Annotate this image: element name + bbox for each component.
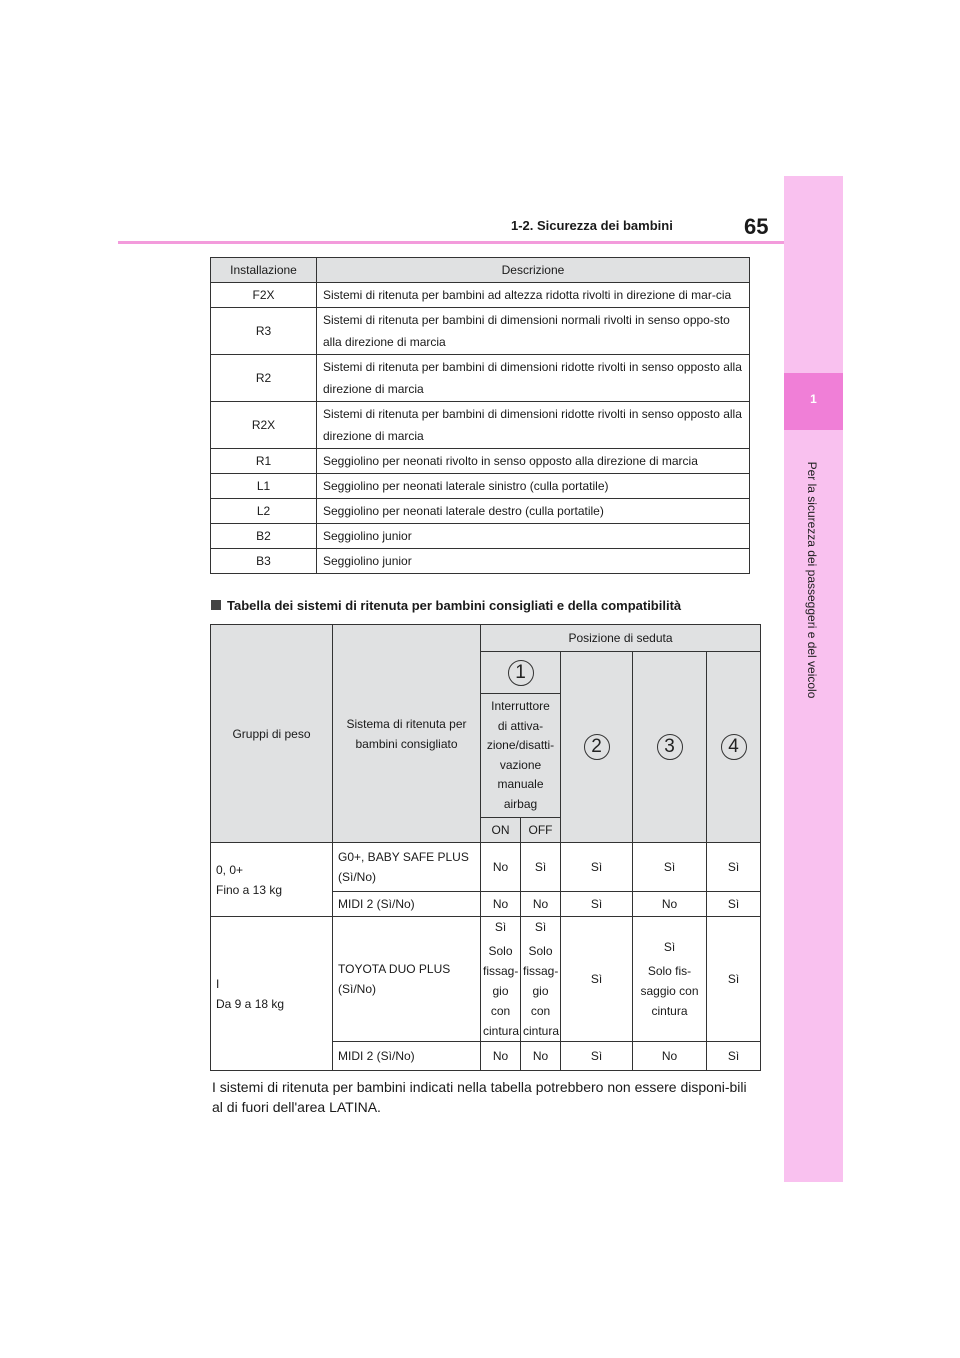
airbag-switch-header: Interruttore di attiva-zione/disatti-vazione manuale airbag bbox=[481, 694, 561, 818]
cell-on: No bbox=[481, 892, 521, 917]
seating-position-header: Posizione di seduta bbox=[481, 625, 761, 652]
cell-value: Sì bbox=[494, 920, 507, 934]
airbag-on-header: ON bbox=[481, 818, 521, 843]
restraint-system: MIDI 2 (Sì/No) bbox=[333, 1042, 481, 1071]
restraint-system: MIDI 2 (Sì/No) bbox=[333, 892, 481, 917]
system-header: Sistema di ritenuta per bambini consigliato bbox=[333, 625, 481, 843]
cell-note: Solo fis-saggio con cintura bbox=[640, 964, 699, 1018]
cell-position-3 bbox=[633, 917, 707, 1042]
table-row bbox=[211, 917, 761, 1042]
install-code: L2 bbox=[211, 499, 317, 524]
compatibility-heading bbox=[211, 598, 681, 613]
seat-position-4-icon: 4 bbox=[721, 734, 747, 760]
table-row bbox=[211, 449, 750, 474]
install-code: L1 bbox=[211, 474, 317, 499]
install-description: Seggiolino junior bbox=[317, 524, 750, 549]
cell-note: Solo fissag-gio con cintura bbox=[483, 944, 520, 1038]
cell-position-4: Sì bbox=[707, 917, 761, 1042]
table-row bbox=[211, 474, 750, 499]
cell-position-2: Sì bbox=[561, 1042, 633, 1071]
airbag-off-header: OFF bbox=[521, 818, 561, 843]
cell-off: No bbox=[521, 1042, 561, 1071]
restraint-system: TOYOTA DUO PLUS (Sì/No) bbox=[333, 917, 481, 1042]
chapter-number: 1 bbox=[810, 392, 817, 406]
cell-position-4: Sì bbox=[707, 843, 761, 892]
install-description: Seggiolino per neonati rivolto in senso opposto alla direzione di marcia bbox=[317, 449, 750, 474]
weight-group-range: Da 9 a 18 kg bbox=[216, 996, 285, 1011]
weight-group-name: I bbox=[216, 976, 220, 991]
square-bullet-icon bbox=[211, 600, 221, 610]
install-code: B3 bbox=[211, 549, 317, 574]
table-row bbox=[211, 308, 750, 355]
section-title: 1-2. Sicurezza dei bambini bbox=[511, 218, 673, 233]
table-row bbox=[211, 843, 761, 892]
table-row bbox=[211, 402, 750, 449]
install-description: Seggiolino per neonati laterale destro (culla portatile) bbox=[317, 499, 750, 524]
cell-off: Sì bbox=[521, 843, 561, 892]
cell-position-3: Sì bbox=[633, 843, 707, 892]
install-code: R1 bbox=[211, 449, 317, 474]
table-row bbox=[211, 283, 750, 308]
cell-off: No bbox=[521, 892, 561, 917]
position-3-header bbox=[633, 652, 707, 843]
header-divider bbox=[118, 241, 784, 244]
table-row bbox=[211, 524, 750, 549]
cell-on: No bbox=[481, 1042, 521, 1071]
restraint-system: G0+, BABY SAFE PLUS (Sì/No) bbox=[333, 843, 481, 892]
chapter-label: Per la sicurezza dei passeggeri e del veicolo bbox=[805, 461, 819, 699]
table-row bbox=[211, 355, 750, 402]
seat-position-1-icon: 1 bbox=[508, 660, 534, 686]
seat-position-2-icon: 2 bbox=[584, 734, 610, 760]
cell-position-4: Sì bbox=[707, 892, 761, 917]
cell-position-2: Sì bbox=[561, 917, 633, 1042]
cell-value: Sì bbox=[534, 920, 547, 934]
cell-position-2: Sì bbox=[561, 892, 633, 917]
column-header: Descrizione bbox=[317, 258, 750, 283]
page-number: 65 bbox=[744, 214, 769, 239]
weight-group-name: 0, 0+ bbox=[216, 862, 244, 877]
position-1-header bbox=[481, 652, 561, 694]
installation-table bbox=[210, 257, 750, 574]
install-description: Sistemi di ritenuta per bambini di dimensioni ridotte rivolti in senso opposto alla direzione di marcia bbox=[317, 402, 750, 449]
install-code: R2X bbox=[211, 402, 317, 449]
install-code: F2X bbox=[211, 283, 317, 308]
cell-position-3: No bbox=[633, 892, 707, 917]
cell-position-2: Sì bbox=[561, 843, 633, 892]
weight-group-range: Fino a 13 kg bbox=[216, 882, 283, 897]
cell-position-4: Sì bbox=[707, 1042, 761, 1071]
cell-off bbox=[521, 917, 561, 1042]
install-description: Sistemi di ritenuta per bambini ad altezza ridotta rivolti in direzione di mar-cia bbox=[317, 283, 750, 308]
weight-group-1 bbox=[211, 917, 333, 1071]
install-description: Sistemi di ritenuta per bambini di dimensioni normali rivolti in senso oppo-sto alla direzione di marcia bbox=[317, 308, 750, 355]
compatibility-table bbox=[210, 624, 761, 1071]
install-code: B2 bbox=[211, 524, 317, 549]
weight-group-header: Gruppi di peso bbox=[211, 625, 333, 843]
seat-position-3-icon: 3 bbox=[657, 734, 683, 760]
install-description: Seggiolino per neonati laterale sinistro (culla portatile) bbox=[317, 474, 750, 499]
install-code: R3 bbox=[211, 308, 317, 355]
table-row bbox=[211, 549, 750, 574]
weight-group-0 bbox=[211, 843, 333, 917]
position-4-header bbox=[707, 652, 761, 843]
cell-on: No bbox=[481, 843, 521, 892]
install-code: R2 bbox=[211, 355, 317, 402]
column-header: Installazione bbox=[211, 258, 317, 283]
compatibility-heading-text: Tabella dei sistemi di ritenuta per bambini consigliati e della compatibilità bbox=[227, 598, 682, 613]
cell-position-3: No bbox=[633, 1042, 707, 1071]
install-description: Sistemi di ritenuta per bambini di dimensioni ridotte rivolti in senso opposto alla direzione di marcia bbox=[317, 355, 750, 402]
cell-note: Solo fissag-gio con cintura bbox=[523, 944, 560, 1038]
table-row bbox=[211, 499, 750, 524]
cell-value: Sì bbox=[663, 940, 676, 954]
install-description: Seggiolino junior bbox=[317, 549, 750, 574]
cell-on bbox=[481, 917, 521, 1042]
position-2-header bbox=[561, 652, 633, 843]
footnote: I sistemi di ritenuta per bambini indicati nella tabella potrebbero non essere disponi-bili al di fuori dell'area LATINA. bbox=[212, 1079, 747, 1115]
